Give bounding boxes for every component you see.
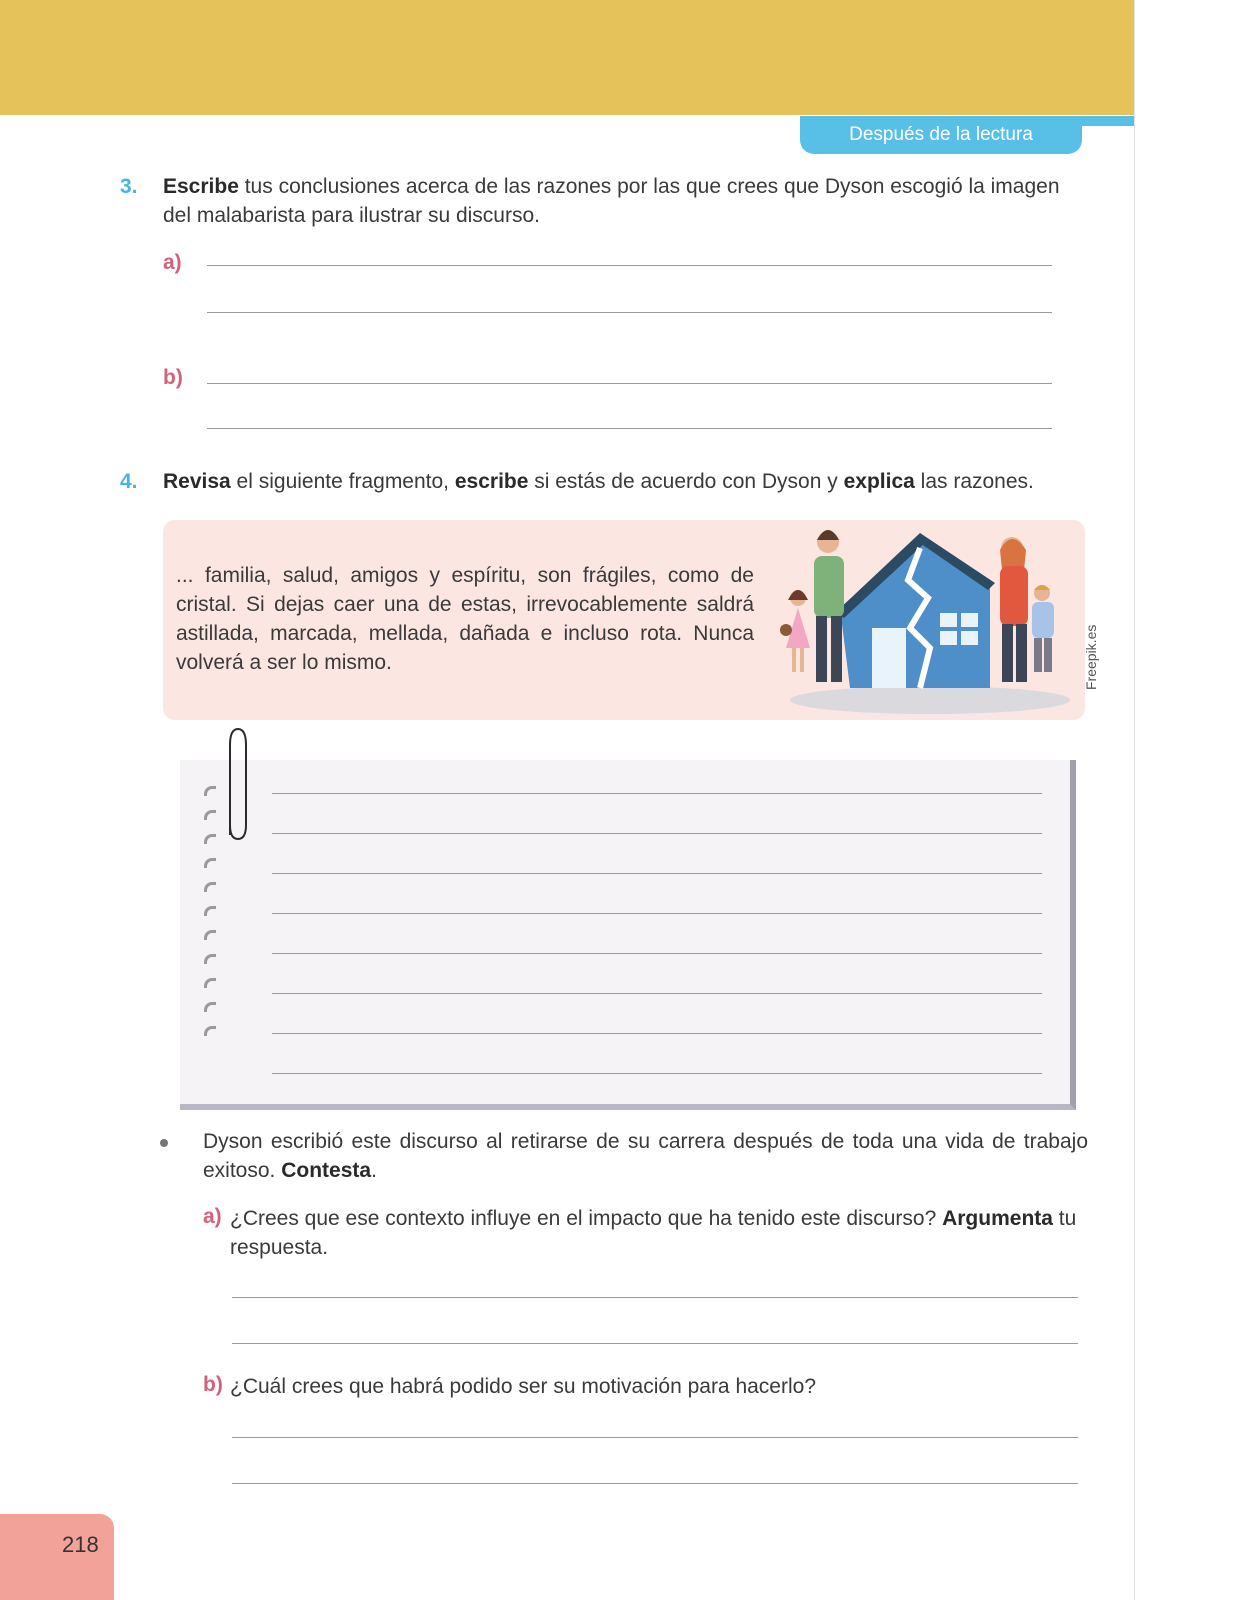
image-credit: Freepik.es — [1083, 624, 1099, 690]
question-3-rest: tus conclusiones acerca de las razones por las que crees que Dyson escogió la imagen del malabarista para ilustrar su discurso. — [163, 175, 1060, 227]
question-4-text-2: si estás de acuerdo con Dyson y — [528, 470, 844, 493]
bullet-option-b-text: ¿Cuál crees que habrá podido ser su motivación para hacerlo? — [230, 1375, 817, 1398]
page-number: 218 — [0, 1514, 114, 1600]
answer-line[interactable] — [272, 793, 1042, 794]
bullet-verb: Contesta — [281, 1159, 372, 1182]
question-4-text-3: las razones. — [914, 470, 1034, 493]
bullet-a-end: tu respuesta. — [230, 1207, 1077, 1259]
notebook-ring — [204, 834, 216, 844]
question-4-text — [163, 467, 1083, 496]
answer-line[interactable] — [272, 953, 1042, 954]
q3-option-a-label: a) — [163, 251, 182, 274]
answer-line[interactable] — [207, 428, 1052, 429]
answer-line[interactable] — [232, 1297, 1078, 1298]
notebook-ring — [204, 858, 216, 868]
notebook-ring — [204, 1026, 216, 1036]
notebook-ring — [204, 978, 216, 988]
answer-line[interactable] — [207, 265, 1052, 266]
question-3-text — [163, 172, 1063, 230]
question-4-text-1: el siguiente fragmento, — [230, 470, 455, 493]
question-3-verb: Escribe — [163, 175, 239, 198]
bullet-text-main: Dyson escribió este discurso al retirarse de su carrera después de toda una vida de trabajo exitoso. — [203, 1130, 1088, 1182]
section-tab: Después de la lectura — [800, 116, 1082, 154]
question-4-verb-1: Revisa — [163, 470, 231, 493]
bullet-end: . — [371, 1159, 377, 1182]
answer-line[interactable] — [272, 993, 1042, 994]
notebook-ring — [204, 930, 216, 940]
page-edge-rule — [1134, 0, 1135, 1600]
answer-line[interactable] — [272, 1033, 1042, 1034]
answer-line[interactable] — [232, 1343, 1078, 1344]
notebook-ring — [204, 786, 216, 796]
q3-option-b-label: b) — [163, 366, 183, 389]
bullet-option-a-label: a) — [203, 1205, 222, 1228]
notebook-ring — [204, 882, 216, 892]
question-4-verb-2: escribe — [454, 470, 529, 493]
top-color-band — [0, 0, 1134, 115]
answer-line[interactable] — [232, 1437, 1078, 1438]
notebook-ring — [204, 954, 216, 964]
answer-line[interactable] — [272, 913, 1042, 914]
bullet-option-a-text — [230, 1204, 1090, 1262]
answer-line[interactable] — [232, 1483, 1078, 1484]
answer-line[interactable] — [272, 833, 1042, 834]
answer-line[interactable] — [207, 383, 1052, 384]
quote-text: ... familia, salud, amigos y espíritu, son frágiles, como de cristal. Si dejas caer una de estas, irrevocablemente saldrá astillada, marcada, mellada, dañada e incluso rota. Nunca volverá a ser lo mismo. — [176, 564, 754, 674]
question-4-number: 4. — [120, 470, 138, 493]
question-4-verb-3: explica — [843, 470, 915, 493]
notebook-answer-area[interactable] — [180, 760, 1076, 1110]
notebook-ring — [204, 906, 216, 916]
bullet-a-verb: Argumenta — [942, 1207, 1053, 1230]
bullet-option-b-label: b) — [203, 1373, 223, 1396]
answer-line[interactable] — [272, 873, 1042, 874]
bullet-a-question: ¿Crees que ese contexto influye en el impacto que ha tenido este discurso? — [230, 1207, 943, 1230]
bullet-dot — [160, 1139, 168, 1147]
bullet-text — [203, 1127, 1088, 1185]
family-broken-house-illustration — [780, 518, 1080, 718]
question-3-number: 3. — [120, 175, 138, 198]
paper-clip-icon — [222, 725, 252, 845]
notebook-ring — [204, 1002, 216, 1012]
answer-line[interactable] — [207, 312, 1052, 313]
notebook-ring — [204, 810, 216, 820]
answer-line[interactable] — [272, 1073, 1042, 1074]
